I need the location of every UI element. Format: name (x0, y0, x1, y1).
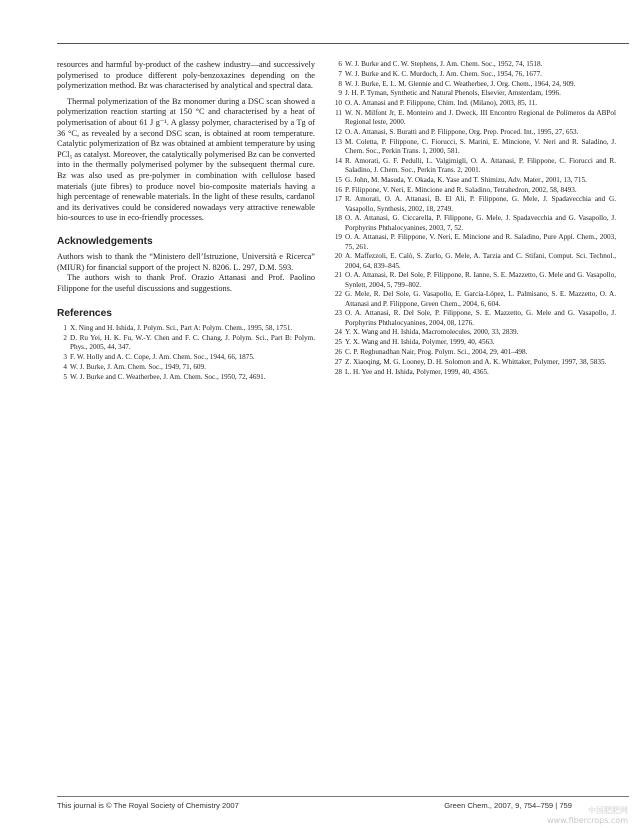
left-column (57, 60, 315, 382)
reference-text: Z. Xiaoqing, M. G. Looney, D. H. Solomon and A. K. Whittaker, Polymer, 1997, 38, 5835. (345, 357, 607, 366)
reference-text: Y. X. Wang and H. Ishida, Polymer, 1999, 40, 4563. (345, 338, 495, 347)
reference-number: 8 (338, 79, 342, 88)
reference-number: 15 (334, 175, 342, 184)
reference-text: R. Amorati, O. A. Attanasi, B. El Ali, P. Filippone, G. Mele, J. Spadavecchia and G. Vasapollo, Synthesis, 2002, 18, 2749. (345, 195, 616, 213)
right-column (332, 60, 616, 377)
reference-item (332, 186, 616, 195)
reference-text: O. A. Attanasi and P. Filippone, Chim. Ind. (Milano), 2003, 85, 11. (345, 99, 537, 108)
reference-item (57, 363, 315, 372)
reference-item (332, 348, 616, 357)
reference-text: G. Mele, R. Del Sole, G. Vasapollo, E. García-López, L. Palmisano, S. E. Mazzetto, O. A. Attanasi and P. Filippone, Green Chem., 2004, 6, 604. (345, 290, 616, 308)
reference-number: 20 (334, 252, 342, 261)
reference-text: W. J. Burke, J. Am. Chem. Soc., 1949, 71, 609. (70, 362, 206, 371)
reference-text: D. Ru Yei, H. K. Fu, W.-Y. Chen and F. C. Chang, J. Polym. Sci., Part B: Polym. Phys., 2005, 44, 347. (70, 334, 315, 352)
references-heading: References (57, 308, 112, 320)
reference-text: O. A. Attanasi, R. Del Sole, P. Filippone, R. Ianne, S. E. Mazzetto, G. Mele and G. Vasapollo, Synlett, 2004, 5, 799–802. (345, 271, 616, 289)
reference-number: 24 (334, 328, 342, 337)
watermark (547, 806, 628, 826)
reference-item (332, 271, 616, 289)
reference-number: 22 (334, 290, 342, 299)
reference-text: F. W. Holly and A. C. Cope, J. Am. Chem. Soc., 1944, 66, 1875. (70, 353, 255, 362)
reference-number: 6 (338, 60, 342, 68)
reference-number: 9 (338, 89, 342, 98)
reference-item (332, 109, 616, 127)
reference-text: W. N. Milfont Jr, E. Monteiro and J. Dweck, III Encontro Regional de Polímeros da ABPol Regional leste, 2000. (345, 108, 616, 127)
reference-number: 4 (63, 362, 67, 371)
watermark-url: www.fibercrops.com (547, 816, 628, 825)
reference-item (332, 358, 616, 367)
reference-item (332, 89, 616, 98)
reference-item (57, 324, 315, 333)
reference-number: 10 (334, 99, 342, 108)
reference-item (332, 99, 616, 108)
journal-copyright: This journal is © The Royal Society of Chemistry 2007 (57, 801, 239, 810)
reference-number: 14 (334, 156, 342, 165)
reference-number: 23 (334, 309, 342, 318)
reference-number: 13 (334, 137, 342, 146)
reference-text: O. A. Attanasi, S. Buratti and P. Filippone, Org. Prep. Proced. Int., 1995, 27, 653. (345, 127, 579, 136)
reference-item (332, 195, 616, 213)
reference-text: G. John, M. Masuda, Y. Okada, K. Yase and T. Shimizu, Adv. Mater., 2001, 13, 715. (345, 175, 587, 184)
reference-text: X. Ning and H. Ishida, J. Polym. Sci., Part A: Polym. Chem., 1995, 58, 1751. (70, 324, 293, 333)
reference-number: 5 (63, 372, 67, 381)
reference-item (332, 80, 616, 89)
watermark-text-cn: 中国肥肥网 (588, 806, 628, 815)
reference-number: 26 (334, 347, 342, 356)
reference-item (332, 128, 616, 137)
reference-number: 12 (334, 127, 342, 136)
reference-text: W. J. Burke and C. W. Stephens, J. Am. Chem. Soc., 1952, 74, 1518. (345, 60, 543, 68)
reference-number: 3 (63, 353, 67, 362)
reference-item (332, 214, 616, 232)
reference-item (57, 373, 315, 382)
reference-item (332, 138, 616, 156)
reference-item (332, 157, 616, 175)
reference-item (332, 60, 616, 69)
reference-number: 21 (334, 271, 342, 280)
reference-text: Y. X. Wang and H. Ishida, Macromolecules, 2000, 33, 2839. (345, 328, 519, 337)
reference-text: O. A. Attanasi, G. Ciccarella, P. Filippone, G. Mele, J. Spadavecchia and G. Vasapollo, J. Porphyrins Phthalocyanines, 2003, 7, 52. (345, 214, 616, 232)
reference-item (332, 70, 616, 79)
reference-list-right (332, 60, 616, 377)
reference-item (332, 252, 616, 270)
reference-text: R. Amorati, G. F. Pedulli, L. Valgimigli, O. A. Attanasi, P. Filippone, C. Fiorucci and R. Saladino, J. Chem. Soc., Perkin Trans. 2, 2001. (345, 156, 616, 174)
reference-number: 2 (63, 334, 67, 343)
reference-text: W. J. Burke, E. L. M. Glennie and C. Weatherbee, J. Org. Chem., 1964, 24, 909. (345, 79, 576, 88)
reference-text: C. P. Reghunadhan Nair, Prog. Polym. Sci., 2004, 29, 401–498. (345, 347, 528, 356)
reference-item (332, 233, 616, 251)
reference-item (332, 309, 616, 327)
reference-number: 18 (334, 214, 342, 223)
reference-text: W. J. Burke and C. Weatherbee, J. Am. Chem. Soc., 1950, 72, 4691. (70, 372, 266, 381)
reference-item (332, 338, 616, 347)
reference-number: 19 (334, 233, 342, 242)
acknowledgements-paragraph-2: The authors wish to thank Prof. Orazio Attanasi and Prof. Paolino Filippone for the useful discussions and suggestions. (57, 273, 315, 293)
reference-number: 16 (334, 185, 342, 194)
reference-text: L. H. Yee and H. Ishida, Polymer, 1999, 40, 4365. (345, 367, 489, 376)
bottom-rule (57, 796, 629, 797)
reference-number: 25 (334, 338, 342, 347)
reference-number: 28 (334, 367, 342, 376)
reference-text: P. Filippone, V. Neri, E. Mincione and R. Saladino, Tetrahedron, 2002, 58, 8493. (345, 185, 577, 194)
reference-text: O. A. Attanasi, P. Filippone, V. Neri, E. Mincione and R. Saladino, Pure Appl. Chem., 2003, 75, 261. (345, 233, 616, 251)
reference-item (57, 353, 315, 362)
acknowledgements-heading: Acknowledgements (57, 235, 153, 247)
reference-item (332, 368, 616, 377)
reference-number: 1 (63, 324, 67, 333)
reference-text: M. Coletta, P. Filippone, C. Fiorucci, S. Marini, E. Mincione, V. Neri and R. Saladino, J. Chem. Soc., Perkin Trans. 1, 2000, 581. (345, 137, 616, 155)
reference-number: 7 (338, 69, 342, 78)
reference-item (57, 334, 315, 352)
reference-text: O. A. Attanasi, R. Del Sole, P. Filippone, S. E. Mazzetto, G. Mele and G. Vasapollo, J. Porphyrins Phthalocyanines, 2004, 08, 1276. (345, 309, 616, 327)
reference-item (332, 328, 616, 337)
reference-list-left (57, 324, 315, 382)
reference-text: A. Maffezzoli, E. Calò, S. Zurlo, G. Mele, A. Tarzia and C. Stifani, Comput. Sci. Technol., 2004, 64, 839–845. (345, 252, 616, 270)
reference-item (332, 290, 616, 308)
body-paragraph-1: resources and harmful by-product of the cashew industry—and successively polymerised to produce different poly-benzoxazines depending on the polymerization method. Bz was characterised by analytical and spectral data. (57, 60, 315, 91)
reference-number: 17 (334, 195, 342, 204)
reference-number: 27 (334, 357, 342, 366)
acknowledgements-paragraph-1: Authors wish to thank the “Ministero dell’Istruzione, Università e Ricerca” (MIUR) for financial support of the project N. 8206. L. 297, D.M. 593. (57, 251, 315, 272)
reference-text: J. H. P. Tyman, Synthetic and Natural Phenols, Elsevier, Amsterdam, 1996. (345, 89, 561, 98)
reference-number: 11 (335, 108, 342, 117)
body-paragraph-2: Thermal polymerization of the Bz monomer during a DSC scan showed a polymerization reaction starting at 150 °C and characterised by a heat of polymerisation of about 61 J g⁻¹. A glassy polymer, characterised by a Tg of 36 °C, as revealed by a second DSC scan, is obtained at room temperature. Catalytic polymerization of Bz was obtained at ambient temperature by using PCl₅ as catalyst. Moreover, the catalytically polymerised Bz can be converted into in the thermally polymerised polymer by the subsequent thermal cure. Bz was also used as pre-polymer in combination with cellulose based materials (jute fibres) to produce novel bio-composite materials having a high percentage of renewable materials. In the light of these results, cardanol and its derivatives could be considered nowadays very attractive renewable bio-sources to use in eco-friendly processes. (57, 96, 315, 223)
top-rule (57, 43, 629, 44)
journal-citation: Green Chem., 2007, 9, 754–759 | 759 (444, 801, 572, 810)
reference-text: W. J. Burke and K. C. Murdoch, J. Am. Chem. Soc., 1954, 76, 1677. (345, 69, 542, 78)
reference-item (332, 176, 616, 185)
